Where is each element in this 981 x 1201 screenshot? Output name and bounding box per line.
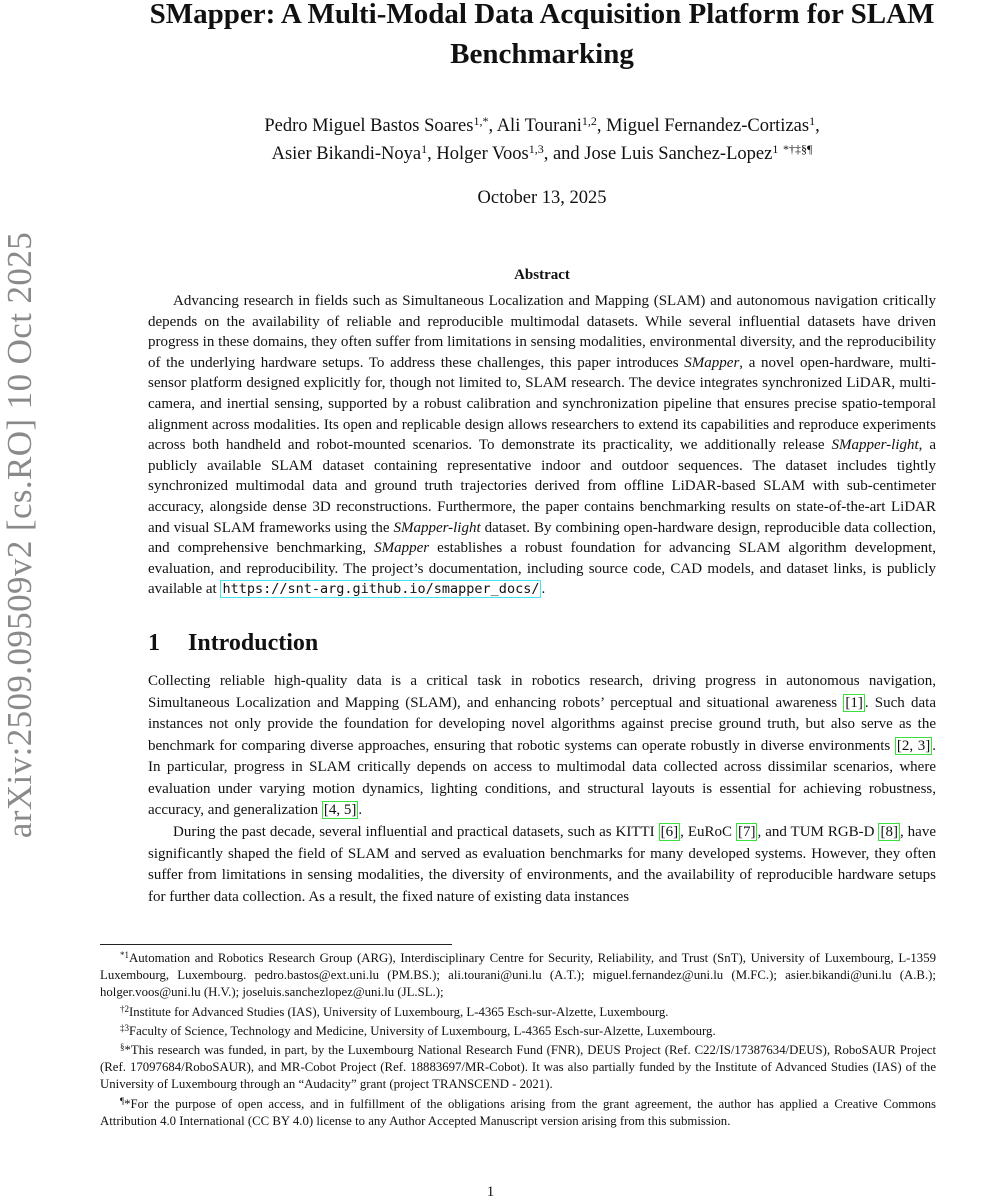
footnote-mark: ‡3 [120, 1022, 129, 1033]
footnote-divider [100, 944, 452, 945]
title-line-2: Benchmarking [450, 38, 634, 70]
paper-title [148, 0, 936, 74]
section-heading [148, 630, 936, 657]
footnote-mark: †2 [120, 1003, 129, 1014]
footnote-text: *For the purpose of open access, and in fulfillment of the obligations arising from the grant agreement, the author has applied a Creative Commons Attribution 4.0 International (CC BY 4.0) license to any Author Accepted Manuscript version arising from this submission. [100, 1096, 936, 1128]
introduction-body [148, 671, 936, 909]
abstract-emphasis: SMapper [684, 354, 740, 371]
footnote [100, 1004, 936, 1021]
author-name: Pedro Miguel Bastos Soares [264, 116, 474, 136]
footnote [100, 950, 936, 1002]
paragraph [148, 671, 936, 822]
citation-link[interactable]: [2, 3] [896, 737, 931, 754]
footnote-text: *This research was funded, in part, by the Luxembourg National Research Fund (FNR), DEUS Project (Ref. C22/IS/17387634/DEUS), RoboSAUR Project (Ref. 17097684/RoboSAUR), and MR-Cobot Project (Ref. 18883697/MR-Cobot). It was also partially funded by the Institute of Advanced Studies (IAS) of the University of Luxembourg through an “Audacity” grant (project TRANSCEND - 2021). [100, 1043, 936, 1092]
abstract-text: , a publicly available SLAM dataset containing representative indoor and outdoor sequences. The dataset includes tightly synchronized multimodal data and ground truth trajectories derived from offline LiDAR-based SLAM with sub-centimeter accuracy, alongside dense 3D reconstructions. Furthermore, the paper contains benchmarking results on state-of-the-art LiDAR and visual SLAM frameworks using the [148, 437, 936, 536]
author-affiliation: 1,3 [528, 142, 544, 156]
section-title: Introduction [188, 629, 319, 656]
author-affiliation: 1 [421, 142, 428, 156]
author-name: Asier Bikandi-Noya [271, 144, 422, 164]
abstract-heading: Abstract [514, 267, 570, 283]
author-list: Pedro Miguel Bastos Soares$^{1,*}$, Ali Tourani$^{1,2}$, Miguel Fernandez-Cortizas$^1$, Asier Bikandi-Noya$^1$, Holger Voos$^{1,3}$, and Jose Luis Sanchez-Lopez$^1$ *†‡§¶ [264, 114, 820, 164]
author-affiliation: 1,2 [581, 114, 597, 128]
body-text: , and TUM RGB-D [757, 824, 879, 841]
citation-link[interactable]: [1] [845, 694, 863, 711]
arxiv-identifier-stamp: arXiv:2509.09509v2 [cs.RO] 10 Oct 2025 [0, 231, 39, 839]
body-text: . In particular, progress in SLAM critically depends on access to multimodal data collected across dissimilar scenarios, where evaluation under varying motion dynamics, lighting conditions, and structural layouts is essential for achieving robustness, accuracy, and generalization [148, 737, 936, 819]
paper-date: October 13, 2025 [477, 188, 607, 208]
abstract-emphasis: SMapper [374, 540, 430, 557]
body-text: . [358, 802, 363, 819]
citation-link[interactable]: [7] [737, 824, 756, 841]
body-text: . Such data instances not only provide the foundation for developing novel algorithms against precise ground truth, but also serve as the benchmark for comparing diverse approaches, ensuring that robotic systems can operate robustly in diverse environments [148, 694, 937, 754]
title-line-1: SMapper: A Multi-Modal Data Acquisition Platform for SLAM [149, 0, 935, 30]
author-name: Jose Luis Sanchez-Lopez [584, 144, 773, 164]
footnote [100, 1042, 936, 1094]
body-text: , EuRoC [680, 824, 736, 841]
citation-link[interactable]: [8] [880, 824, 898, 841]
footnotes [100, 944, 936, 1132]
abstract-body [148, 291, 936, 600]
abstract-emphasis: SMapper-light [831, 437, 919, 454]
abstract-text: . [541, 581, 546, 598]
footnote [100, 1023, 936, 1040]
footnote-marks: *†‡§¶ [782, 142, 813, 156]
footnote-text: Institute for Advanced Studies (IAS), University of Luxembourg, L-4365 Esch-sur-Alzette, Luxembourg. [129, 1004, 669, 1019]
author-name: Ali Tourani [496, 116, 582, 136]
author-affiliation: 1 [772, 142, 779, 156]
abstract-text: establishes a robust foundation for advancing SLAM algorithm development, evaluation, and reproducibility. The project’s documentation, including source code, CAD models, and dataset links, is publicly available at [148, 540, 936, 598]
footnote [100, 1096, 936, 1130]
citation-link[interactable]: [4, 5] [323, 802, 357, 819]
author-affiliation: 1,* [473, 114, 489, 128]
author-name: Miguel Fernandez-Cortizas [606, 116, 810, 136]
footnote-mark: *1 [120, 950, 129, 960]
page-number: 1 [486, 1184, 495, 1200]
project-url-link[interactable]: https://snt-arg.github.io/smapper_docs/ [222, 581, 540, 598]
paper-page [148, 0, 936, 908]
body-text: Collecting reliable high-quality data is a critical task in robotics research, driving progress in autonomous navigation, Simultaneous Localization and Mapping (SLAM), and enhancing robots’ perceptual and situational awareness [148, 672, 936, 711]
author-conjunction: and [552, 144, 580, 164]
author-affiliation: 1 [809, 114, 816, 128]
section-number: 1 [148, 629, 160, 656]
citation-link[interactable]: [6] [660, 824, 679, 841]
abstract-text: Advancing research in fields such as Simultaneous Localization and Mapping (SLAM) and autonomous navigation critically depends on the availability of reliable and reproducible multimodal datasets. While several influential datasets have driven progress in these domains, they often suffer from limitations in sensing modalities, environmental diversity, and the reproducibility of the underlying hardware setups. To address these challenges, this paper introduces [148, 293, 936, 371]
abstract-text: dataset. By combining open-hardware design, reproducible data collection, and comprehensive benchmarking, [148, 519, 936, 557]
abstract-text: , a novel open-hardware, multi-sensor platform designed explicitly for, though not limited to, SLAM research. The device integrates synchronized LiDAR, multi-camera, and inertial sensing, supported by a robust calibration and synchronization pipeline that ensures precise spatio-temporal alignment across modalities. Its open and replicable design allows researchers to extend its capabilities and reproduce experiments across both handheld and robot-mounted scenarios. To demonstrate its practicality, we additionally release [148, 354, 936, 454]
footnote-mark: § [120, 1042, 125, 1053]
author-name: Holger Voos [436, 144, 529, 164]
footnote-text: Automation and Robotics Research Group (ARG), Interdisciplinary Centre for Security, Reliability, and Trust (SnT), University of Luxembourg, L-1359 Luxembourg, Luxembourg. pedro.bastos@ext.uni.lu (PM.BS.); ali.tourani@uni.lu (A.T.); miguel.fernandez@uni.lu (M.FC.); asier.bikandi@uni.lu (A.B.); holger.voos@uni.lu (H.V.); joseluis.sanchezlopez@uni.lu (JL.SL.); [100, 951, 936, 1000]
footnote-text: Faculty of Science, Technology and Medicine, University of Luxembourg, L-4365 Esch-sur-Alzette, Luxembourg. [129, 1023, 716, 1038]
footnote-mark: ¶ [120, 1095, 125, 1106]
paragraph [148, 822, 936, 908]
abstract-emphasis: SMapper-light [393, 519, 481, 536]
body-text: , have significantly shaped the field of SLAM and served as evaluation benchmarks for many developed systems. However, they often suffer from limitations in sensing modalities, the diversity of environments, and the availability of reproducible hardware setups for further data collection. As a result, the fixed nature of existing data instances [148, 824, 936, 905]
body-text: During the past decade, several influential and practical datasets, such as KITTI [173, 824, 659, 841]
